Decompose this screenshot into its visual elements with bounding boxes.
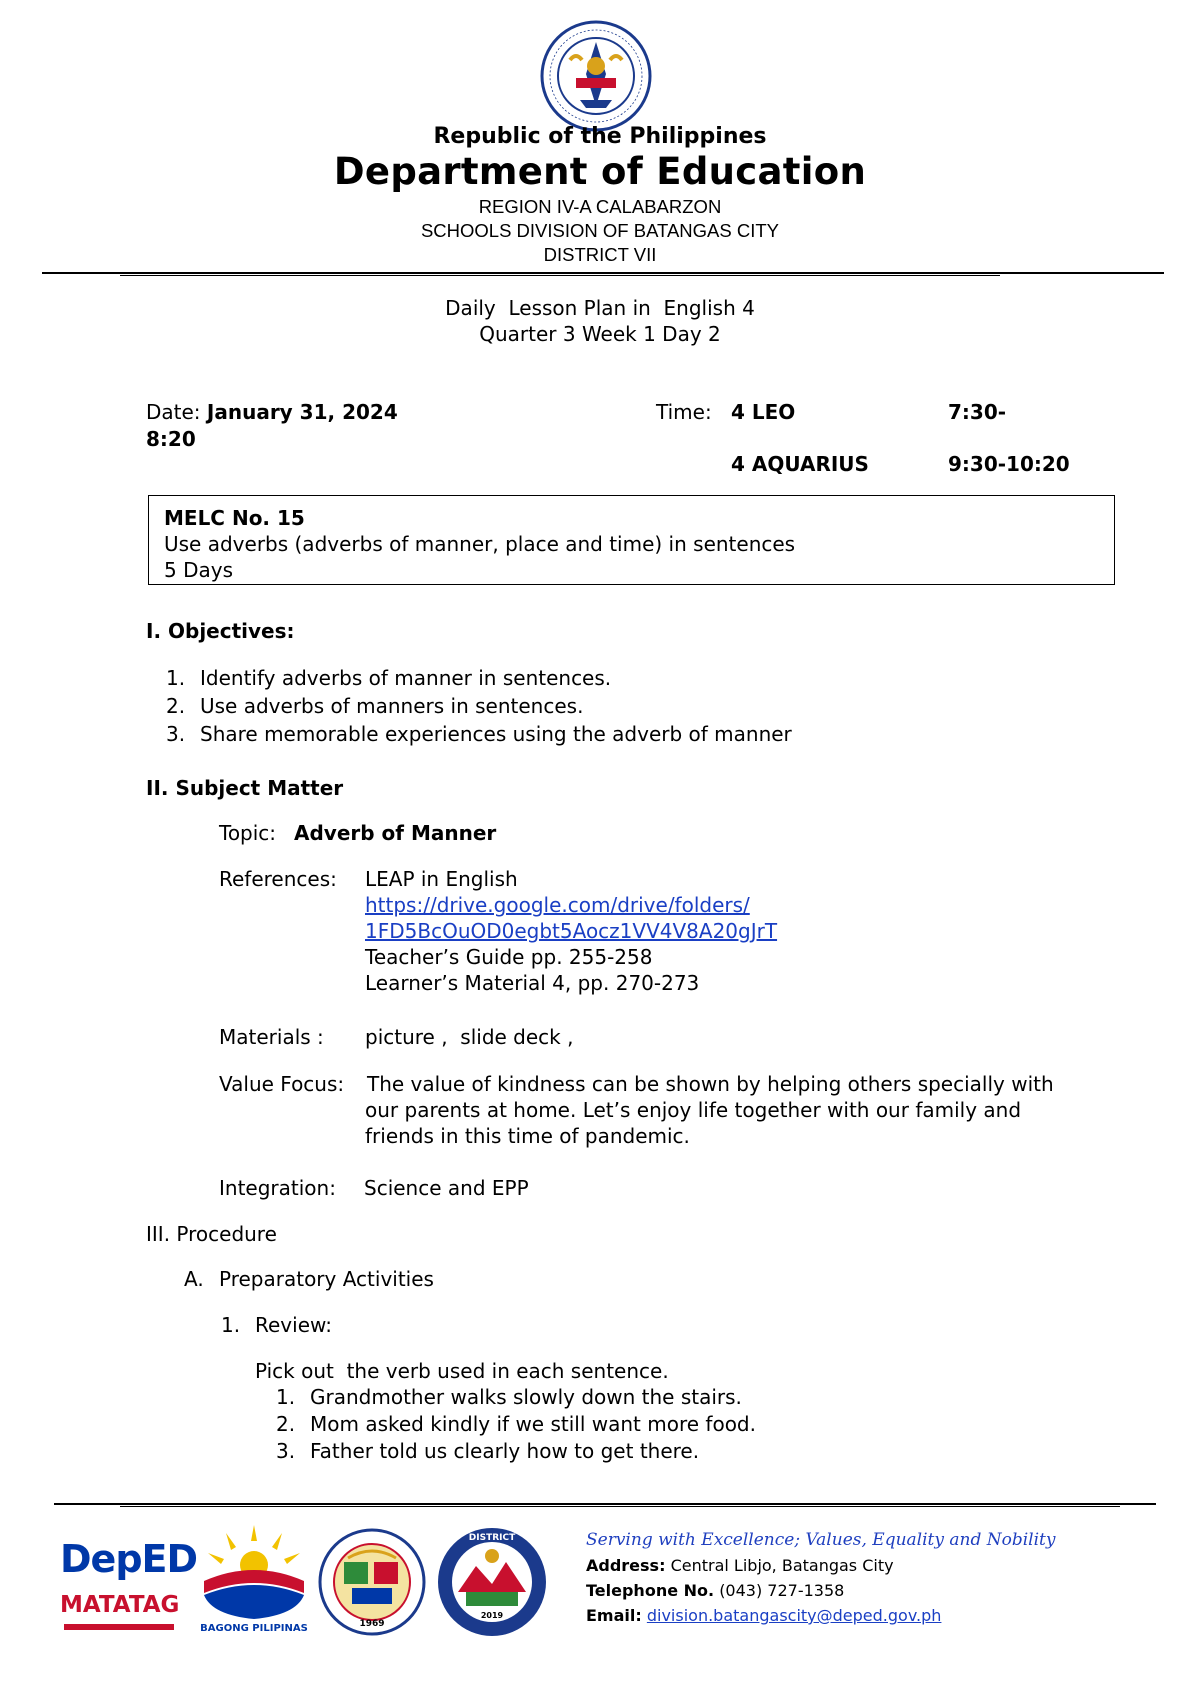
melc-duration: 5 Days	[164, 558, 233, 582]
bagong-pilipinas-logo	[196, 1523, 312, 1643]
department-heading: Department of Education	[333, 150, 867, 193]
list-item: Mom asked kindly if we still want more food.	[310, 1412, 756, 1436]
district-seal-text: DISTRICT	[468, 1533, 516, 1543]
address-label: Address:	[586, 1556, 666, 1575]
value-focus-label: Value Focus:	[219, 1072, 345, 1096]
footer-address	[586, 1556, 894, 1575]
matatag-underline	[64, 1624, 174, 1630]
procedure-heading: III. Procedure	[146, 1222, 277, 1246]
reference-link-line1[interactable]: https://drive.google.com/drive/folders/	[365, 893, 750, 917]
references-label: References:	[219, 867, 337, 891]
topic-value: Adverb of Manner	[294, 821, 497, 845]
melc-number: MELC No. 15	[164, 506, 305, 530]
list-item: 3.	[166, 722, 186, 746]
list-item: 2.	[276, 1412, 296, 1436]
email-link[interactable]: division.batangascity@deped.gov.ph	[646, 1606, 942, 1625]
deped-matatag-logo	[60, 1530, 198, 1640]
deped-logo-text: DepED	[60, 1537, 198, 1581]
section-aquarius-time: 9:30-10:20	[948, 452, 1070, 476]
subject-matter-heading: II. Subject Matter	[146, 776, 344, 800]
melc-description: Use adverbs (adverbs of manner, place and time) in sentences	[164, 532, 796, 556]
header-divider	[42, 272, 1164, 274]
bagong-pilipinas-emblem-icon	[196, 1523, 312, 1621]
materials-value: picture , slide deck ,	[365, 1025, 574, 1049]
integration-value: Science and EPP	[364, 1176, 529, 1200]
division-seal-logo	[318, 1528, 426, 1636]
footer-divider-thin	[120, 1506, 1120, 1507]
list-item: 2.	[166, 694, 186, 718]
email-label: Email:	[586, 1606, 642, 1625]
reference-teachers-guide: Teacher’s Guide pp. 255-258	[365, 945, 653, 969]
list-item: 1.	[276, 1385, 296, 1409]
reference-learners-material: Learner’s Material 4, pp. 270-273	[365, 971, 700, 995]
division-line: SCHOOLS DIVISION OF BATANGAS CITY	[420, 220, 780, 241]
footer-email	[586, 1606, 941, 1625]
section-aquarius: 4 AQUARIUS	[731, 452, 869, 476]
list-item: Grandmother walks slowly down the stairs.	[310, 1385, 742, 1409]
list-item: 1.	[166, 666, 186, 690]
list-item: 3.	[276, 1439, 296, 1463]
deped-seal-logo	[540, 20, 652, 132]
list-item: Use adverbs of manners in sentences.	[200, 694, 584, 718]
date-time-wrap: 8:20	[146, 427, 196, 451]
procedure-a-label: A.	[184, 1267, 204, 1291]
district-seal-logo	[436, 1526, 548, 1638]
republic-heading: Republic of the Philippines	[433, 124, 767, 149]
header-divider-thin	[120, 275, 1000, 276]
review-label: Review:	[255, 1313, 333, 1337]
time-label: Time:	[656, 400, 712, 424]
footer-divider	[54, 1503, 1156, 1505]
reference-link-line2[interactable]: 1FD5BcOuOD0egbt5Aocz1VV4V8A20gJrT	[365, 919, 778, 943]
list-item: Share memorable experiences using the adverb of manner	[200, 722, 792, 746]
list-item: Father told us clearly how to get there.	[310, 1439, 700, 1463]
matatag-logo-text: MATATAG	[60, 1592, 180, 1618]
lesson-plan-title: Daily Lesson Plan in English 4	[445, 296, 755, 320]
value-focus-line: The value of kindness can be shown by helping others specially with	[367, 1072, 1054, 1096]
reference-leap: LEAP in English	[365, 867, 518, 891]
topic-label: Topic:	[219, 821, 277, 845]
review-instruction: Pick out the verb used in each sentence.	[255, 1359, 669, 1383]
footer-telephone	[586, 1581, 844, 1600]
footer-motto: Serving with Excellence; Values, Equality and Nobility	[586, 1530, 1056, 1550]
list-item: Identify adverbs of manner in sentences.	[200, 666, 612, 690]
district-line: DISTRICT VII	[543, 244, 657, 265]
lesson-plan-subtitle: Quarter 3 Week 1 Day 2	[479, 322, 721, 346]
division-seal-year: 1969	[359, 1619, 385, 1629]
district-seal-year: 2019	[480, 1611, 504, 1620]
telephone-label: Telephone No.	[586, 1581, 715, 1600]
telephone-value: (043) 727-1358	[719, 1581, 845, 1600]
objectives-heading: I. Objectives:	[146, 619, 295, 643]
materials-label: Materials :	[219, 1025, 324, 1049]
review-number: 1.	[221, 1313, 241, 1337]
section-leo-time: 7:30-	[948, 400, 1007, 424]
date-label: Date:	[146, 400, 201, 424]
procedure-a-text: Preparatory Activities	[219, 1267, 434, 1291]
date-value: January 31, 2024	[206, 400, 398, 424]
address-value: Central Libjo, Batangas City	[670, 1556, 894, 1575]
bagong-pilipinas-text: BAGONG PILIPINAS	[200, 1623, 308, 1634]
value-focus-line: our parents at home. Let’s enjoy life together with our family and	[365, 1098, 1022, 1122]
integration-label: Integration:	[219, 1176, 336, 1200]
section-leo: 4 LEO	[731, 400, 796, 424]
date-field	[146, 400, 398, 424]
region-line: REGION IV-A CALABARZON	[478, 196, 722, 217]
value-focus-line: friends in this time of pandemic.	[365, 1124, 690, 1148]
